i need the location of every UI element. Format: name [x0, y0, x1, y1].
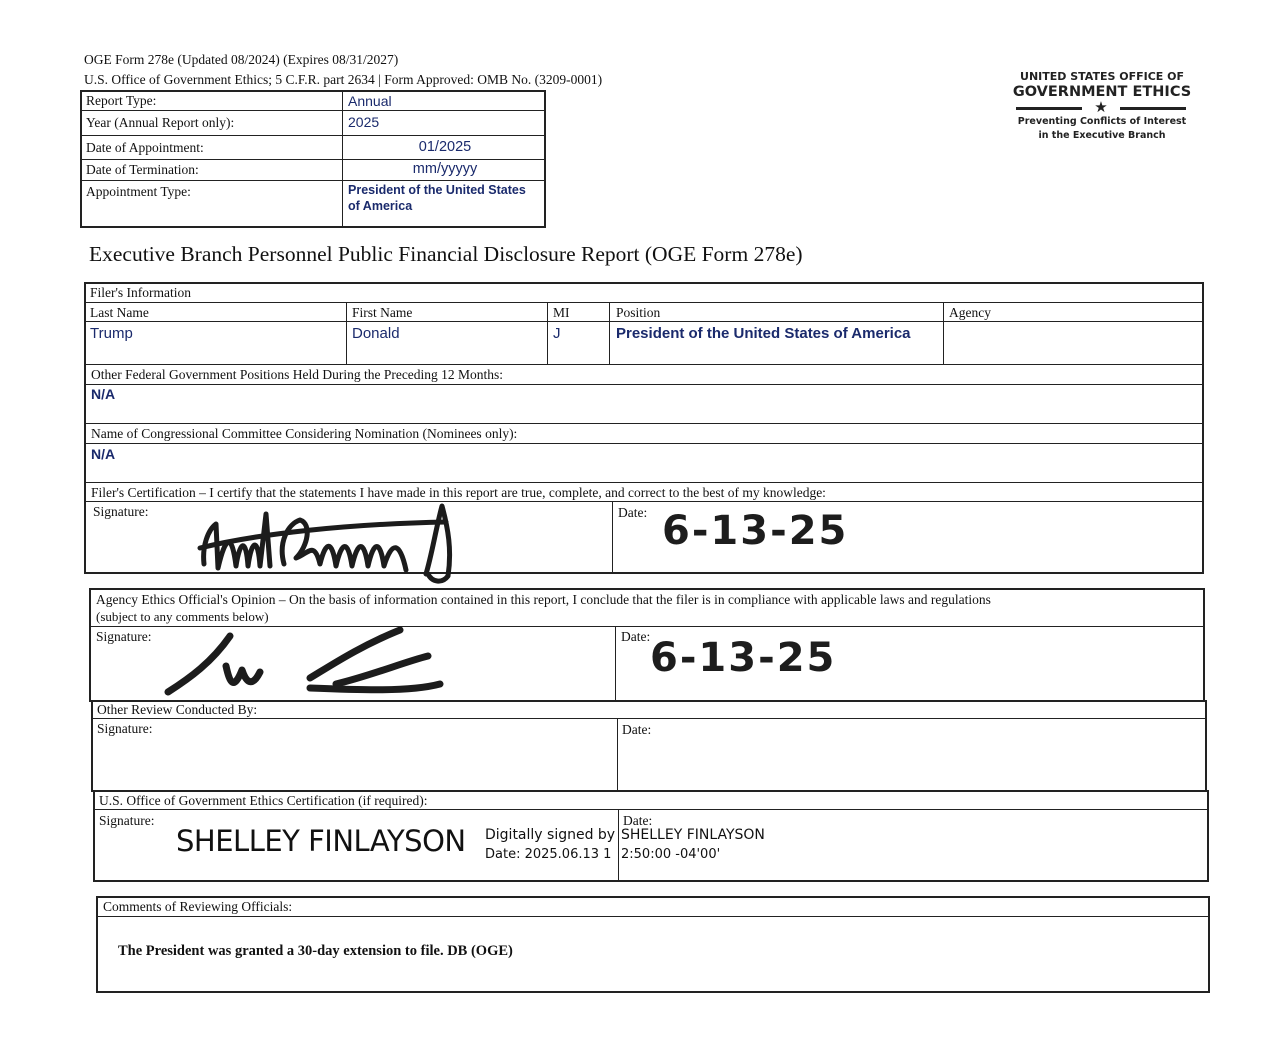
other-review-label: Other Review Conducted By: — [97, 702, 258, 717]
last-name-value: Trump — [90, 325, 133, 342]
other-review-block — [91, 700, 1207, 792]
filer-col-line — [547, 302, 548, 364]
appointment-type-value-1: President of the United States — [348, 183, 526, 197]
mi-value: J — [553, 325, 561, 342]
first-name-label: First Name — [352, 305, 413, 320]
oge-cert-label: U.S. Office of Government Ethics Certification (if required): — [99, 793, 428, 808]
first-name-value: Donald — [352, 325, 400, 342]
meta-row-line — [80, 135, 546, 136]
oge-date-time: 2:50:00 -04'00' — [621, 847, 721, 862]
agency-signature-image — [160, 626, 450, 704]
agency-col-line — [615, 626, 616, 702]
committee-label: Name of Congressional Committee Considering Nomination (Nominees only): — [91, 426, 518, 441]
comments-text: The President was granted a 30-day extension to file. DB (OGE) — [118, 943, 513, 959]
year-value: 2025 — [348, 114, 380, 130]
year-label: Year (Annual Report only): — [86, 115, 235, 130]
oge-logo — [1008, 70, 1196, 141]
other-review-signature-label: Signature: — [97, 721, 153, 736]
logo-line-2: GOVERNMENT ETHICS — [1012, 84, 1192, 100]
agency-label: Agency — [949, 305, 991, 320]
filer-certification-text: Filer's Certification – I certify that the statements I have made in this report are true, complete, and correct to the best of my knowledge: — [91, 485, 826, 500]
logo-rule — [1008, 100, 1196, 116]
meta-row-line — [80, 110, 546, 111]
filer-signature-label: Signature: — [93, 504, 149, 519]
logo-line-1: UNITED STATES OFFICE OF — [1020, 70, 1184, 83]
filer-line — [84, 302, 1204, 303]
other-review-date-label: Date: — [622, 722, 652, 737]
report-type-label: Report Type: — [86, 93, 157, 108]
filer-line — [84, 443, 1204, 444]
filer-col-line — [612, 501, 613, 574]
filer-col-line — [346, 302, 347, 364]
position-label: Position — [616, 305, 661, 320]
last-name-label: Last Name — [90, 305, 149, 320]
position-value: President of the United States of America — [616, 325, 911, 342]
mi-label: MI — [553, 305, 570, 320]
oge-signer-name: SHELLEY FINLAYSON — [176, 824, 466, 858]
review-line — [91, 718, 1207, 719]
oge-col-line — [618, 809, 619, 882]
agency-date-label: Date: — [621, 629, 651, 644]
agency-opinion-text-1: Agency Ethics Official's Opinion – On the basis of information contained in this report, I conclude that the filer is in compliance with applicable laws and regulations — [96, 592, 991, 607]
meta-row-line — [80, 159, 546, 160]
oge-signature-label: Signature: — [99, 813, 155, 828]
logo-tagline-1: Preventing Conflicts of Interest — [1017, 116, 1187, 127]
filer-line — [84, 364, 1204, 365]
agency-opinion-text-2: (subject to any comments below) — [96, 609, 269, 624]
filer-line — [84, 423, 1204, 424]
oge-line — [93, 809, 1209, 810]
filer-col-line — [943, 302, 944, 364]
termination-date-value: mm/yyyyy — [412, 161, 478, 177]
appointment-type-value-2: of America — [348, 199, 413, 213]
other-positions-label: Other Federal Government Positions Held During the Preceding 12 Months: — [91, 367, 504, 382]
appointment-date-label: Date of Appointment: — [86, 140, 204, 155]
comments-line — [96, 916, 1210, 917]
filer-line — [84, 321, 1204, 322]
oge-date-signer: SHELLEY FINLAYSON — [621, 827, 765, 843]
other-positions-value: N/A — [91, 386, 116, 402]
filer-info-label: Filer's Information — [90, 285, 192, 300]
report-type-value: Annual — [348, 93, 392, 109]
logo-tagline-2: in the Executive Branch — [1038, 130, 1166, 141]
filer-col-line — [609, 302, 610, 364]
review-col-line — [617, 718, 618, 792]
agency-signature-label: Signature: — [96, 629, 152, 644]
termination-date-label: Date of Termination: — [86, 162, 199, 177]
committee-value: N/A — [91, 446, 116, 462]
agency-date-value: 6-13-25 — [650, 635, 837, 681]
form-authority-line: U.S. Office of Government Ethics; 5 C.F.R. part 2634 | Form Approved: OMB No. (3209-0001) — [84, 72, 603, 87]
page-title: Executive Branch Personnel Public Financial Disclosure Report (OGE Form 278e) — [89, 242, 803, 266]
star-icon: ★ — [1094, 98, 1108, 116]
meta-row-line — [80, 180, 546, 181]
form-id-line: OGE Form 278e (Updated 08/2024) (Expires 08/31/2027) — [84, 52, 399, 67]
appointment-type-label: Appointment Type: — [86, 184, 191, 199]
comments-label: Comments of Reviewing Officials: — [103, 899, 293, 914]
filer-date-value: 6-13-25 — [662, 508, 849, 554]
appointment-date-value: 01/2025 — [418, 139, 472, 155]
filer-line — [84, 384, 1204, 385]
digital-signature-line-1: Digitally signed by — [485, 827, 616, 843]
filer-line — [84, 482, 1204, 483]
oge-date-label: Date: — [623, 813, 653, 828]
filer-date-label: Date: — [618, 505, 648, 520]
filer-signature-image — [196, 494, 466, 586]
digital-signature-line-2: Date: 2025.06.13 1 — [485, 847, 612, 862]
